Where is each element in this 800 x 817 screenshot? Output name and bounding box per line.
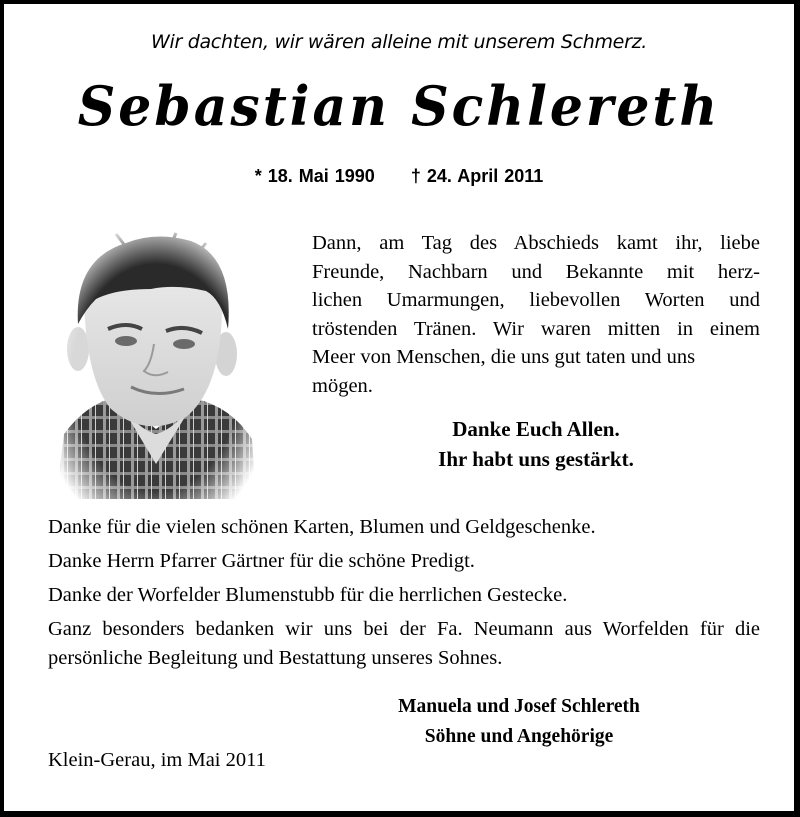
- message-line: tröstenden Tränen. Wir waren mitten in einem: [312, 317, 760, 340]
- message-line: Meer von Menschen, die uns gut taten und uns: [312, 346, 696, 369]
- place-and-date: Klein-Gerau, im Mai 2011: [48, 749, 266, 771]
- thanks-item: Danke für die vielen schönen Karten, Blumen und Geldgeschenke.: [48, 516, 596, 538]
- thanks-list: [48, 510, 760, 673]
- thanks-heading-line: Danke Euch Allen.: [452, 417, 620, 441]
- motto-line: Wir dachten, wir wären alleine mit unserem Schmerz.: [150, 31, 647, 53]
- message-line: Freunde, Nachbarn und Bekannte mit herz-: [312, 260, 760, 283]
- message-line: Dann, am Tag des Abschieds kamt ihr, liebe: [312, 232, 760, 254]
- portrait-photo-icon: [56, 229, 256, 499]
- death-date: † 24. April 2011: [410, 166, 544, 186]
- signers-block: [344, 692, 694, 752]
- thanks-item: Danke Herrn Pfarrer Gärtner für die schöne Predigt.: [48, 550, 475, 572]
- thanks-heading-line: Ihr habt uns gestärkt.: [438, 447, 634, 471]
- life-dates: [4, 166, 794, 187]
- message-paragraph: [312, 229, 760, 401]
- signer-line: Söhne und Angehörige: [424, 726, 614, 747]
- thanks-heading: [312, 414, 760, 474]
- message-line: mögen.: [312, 374, 373, 397]
- message-line: lichen Umarmungen, liebevollen Worten und: [312, 289, 760, 312]
- signer-line: Manuela und Josef Schlereth: [398, 696, 640, 717]
- deceased-name: Sebastian Schlereth: [77, 74, 721, 139]
- thanks-item: Ganz besonders bedanken wir uns bei der Fa. Neumann aus Worfelden für die persönliche Begleitung und Bestattung unseres Sohnes.: [48, 618, 760, 669]
- birth-date: * 18. Mai 1990: [254, 166, 375, 186]
- thanks-item: Danke der Worfelder Blumenstubb für die herrlichen Gestecke.: [48, 584, 568, 606]
